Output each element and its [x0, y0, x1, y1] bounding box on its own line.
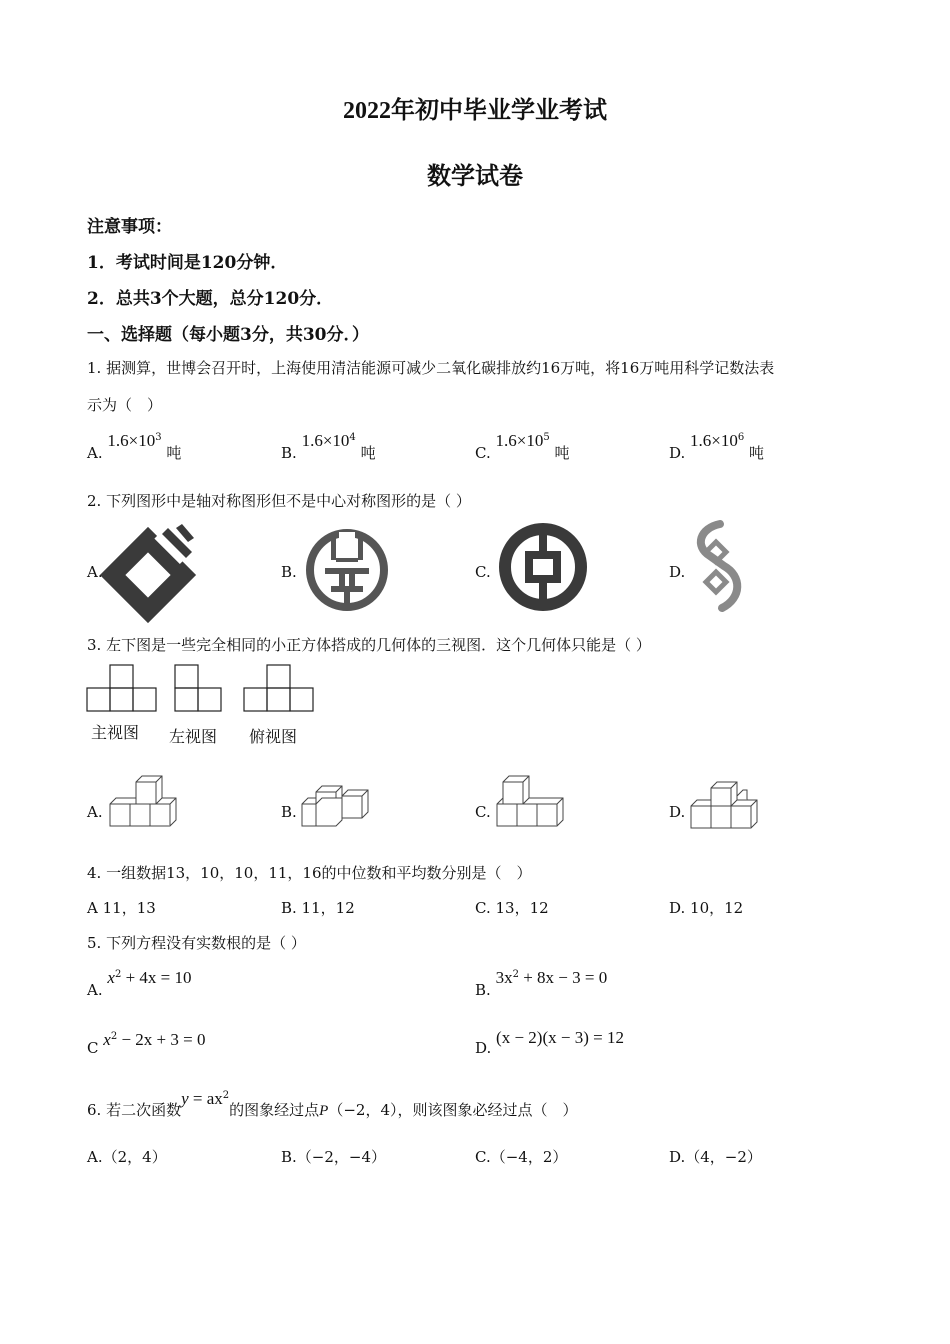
bank-logo-a-icon: [110, 528, 195, 613]
q3-option-c-label[interactable]: C.: [475, 803, 491, 821]
question-5-text: 5. 下列方程没有实数根的是（ ）: [87, 934, 306, 952]
question-1-text-cont: 示为（ ）: [87, 396, 163, 414]
notice-item: 2．总共3个大题，总分120分．: [87, 289, 334, 309]
cube-stack-d-icon: [689, 782, 763, 830]
q2-option-a-label[interactable]: A.: [87, 563, 103, 581]
q5-option-b[interactable]: B. $3x^2 + 8x - 3 = 0$: [475, 968, 608, 999]
q1-option-c[interactable]: C. $1.6\times 10^5$ 吨: [475, 431, 570, 462]
question-1-text: 1. 据测算，世博会召开时，上海使用清洁能源可减少二氧化碳排放约16万吨，将16万吨用科学记数法表: [87, 359, 775, 377]
question-2-text: 2. 下列图形中是轴对称图形但不是中心对称图形的是（ ）: [87, 492, 471, 510]
question-3-text: 3. 左下图是一些完全相同的小正方体搭成的几何体的三视图．这个几何体只能是（ ）: [87, 636, 651, 654]
q4-option-a[interactable]: A 11，13: [87, 899, 156, 917]
q2-option-c-label[interactable]: C.: [475, 563, 491, 581]
q3-option-d-label[interactable]: D.: [669, 803, 686, 821]
q4-option-c[interactable]: C. 13，12: [475, 899, 549, 917]
section-heading: 一、选择题（每小题3分，共30分．）: [87, 325, 369, 345]
q3-option-a-label[interactable]: A.: [87, 803, 103, 821]
three-views-diagram: [85, 664, 325, 714]
cube-stack-a-icon: [108, 776, 180, 828]
view-label-left: 左视图: [169, 727, 218, 746]
bank-logo-b-icon: [305, 528, 389, 612]
q2-option-b-label[interactable]: B.: [281, 563, 297, 581]
cube-stack-c-icon: [495, 776, 567, 828]
q1-option-d[interactable]: D. $1.6\times 10^6$ 吨: [669, 431, 765, 462]
q4-option-b[interactable]: B. 11，12: [281, 899, 355, 917]
question-4-text: 4. 一组数据13，10，10，11，16的中位数和平均数分别是（ ）: [87, 864, 532, 882]
q3-option-b-label[interactable]: B.: [281, 803, 297, 821]
bank-logo-c-icon: [499, 523, 587, 611]
exam-title: 2022年初中毕业学业考试: [343, 98, 607, 124]
cube-stack-b-icon: [302, 782, 372, 828]
q6-option-d[interactable]: D.（4，−2）: [669, 1148, 762, 1166]
view-label-top: 俯视图: [249, 727, 298, 746]
exam-subtitle: 数学试卷: [427, 164, 523, 190]
q2-option-d-label[interactable]: D.: [669, 563, 686, 581]
q6-option-b[interactable]: B.（−2，−4）: [281, 1148, 387, 1166]
view-label-front: 主视图: [91, 723, 140, 742]
q6-option-a[interactable]: A.（2，4）: [87, 1148, 167, 1166]
q4-option-d[interactable]: D. 10，12: [669, 899, 744, 917]
q1-option-b[interactable]: B. $1.6\times 10^4$ 吨: [281, 431, 376, 462]
q5-option-c[interactable]: C $x^2 - 2x + 3 = 0$: [87, 1030, 206, 1057]
q5-option-a[interactable]: A. $x^2 + 4x = 10$: [87, 968, 192, 999]
q1-option-a[interactable]: A. $1.6\times 10^3$ 吨: [87, 431, 182, 462]
q6-option-c[interactable]: C.（−4，2）: [475, 1148, 568, 1166]
notice-item: 1．考试时间是120分钟．: [87, 253, 288, 273]
bank-logo-d-icon: [690, 520, 745, 612]
question-6-text: 6. 若二次函数$y = ax^2$的图象经过点P（−2，4），则该图象必经过点（ ）: [87, 1089, 578, 1119]
notice-heading: 注意事项：: [87, 217, 172, 237]
q5-option-d[interactable]: D. (x − 2)(x − 3) = 12: [475, 1028, 624, 1057]
